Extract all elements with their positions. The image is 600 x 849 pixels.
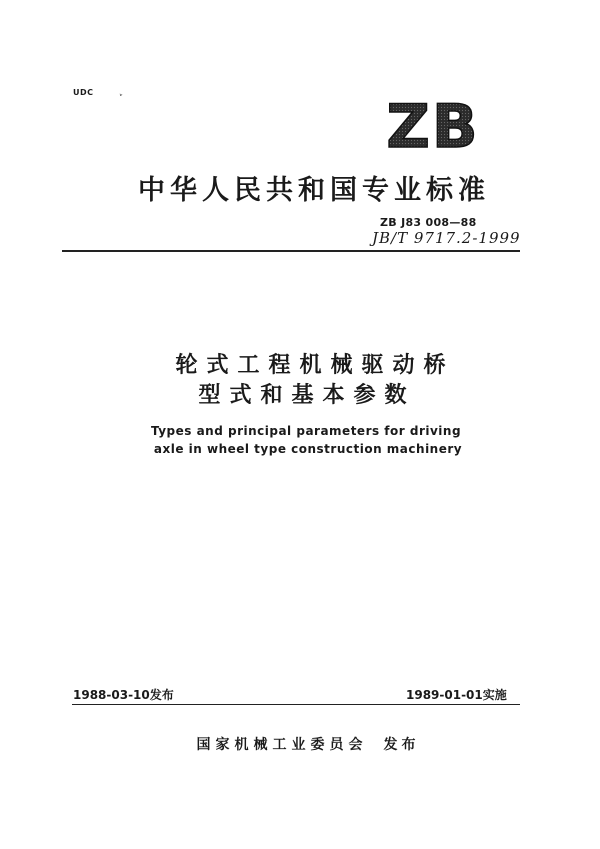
footer-divider (72, 704, 520, 705)
issue-date: 1988-03-10发布 (73, 688, 174, 702)
title-english-line2: axle in wheel type construction machinery (153, 442, 463, 456)
publisher-line (0, 734, 600, 754)
title-english-line1: Types and principal parameters for driving (150, 424, 462, 438)
implementation-date: 1989-01-01实施 (406, 688, 507, 702)
publish-word: 发布 (383, 737, 420, 753)
standard-code: ZB J83 008—88 (380, 216, 477, 229)
udc-label: UDC (73, 88, 94, 97)
title-chinese-line1: 轮式工程机械驱动桥 (175, 353, 455, 378)
title-chinese-line2: 型式和基本参数 (198, 383, 416, 408)
zb-logo (368, 97, 498, 153)
tick-mark: ˇ (115, 93, 124, 105)
standard-type-title: 中华人民共和国专业标准 (138, 175, 490, 206)
logo-text: ZB (386, 97, 480, 153)
publisher-name: 国家机械工业委员会 (196, 737, 368, 753)
header-divider (62, 250, 520, 252)
handwritten-standard-code: JB/T 9717.2-1999 (372, 229, 521, 247)
